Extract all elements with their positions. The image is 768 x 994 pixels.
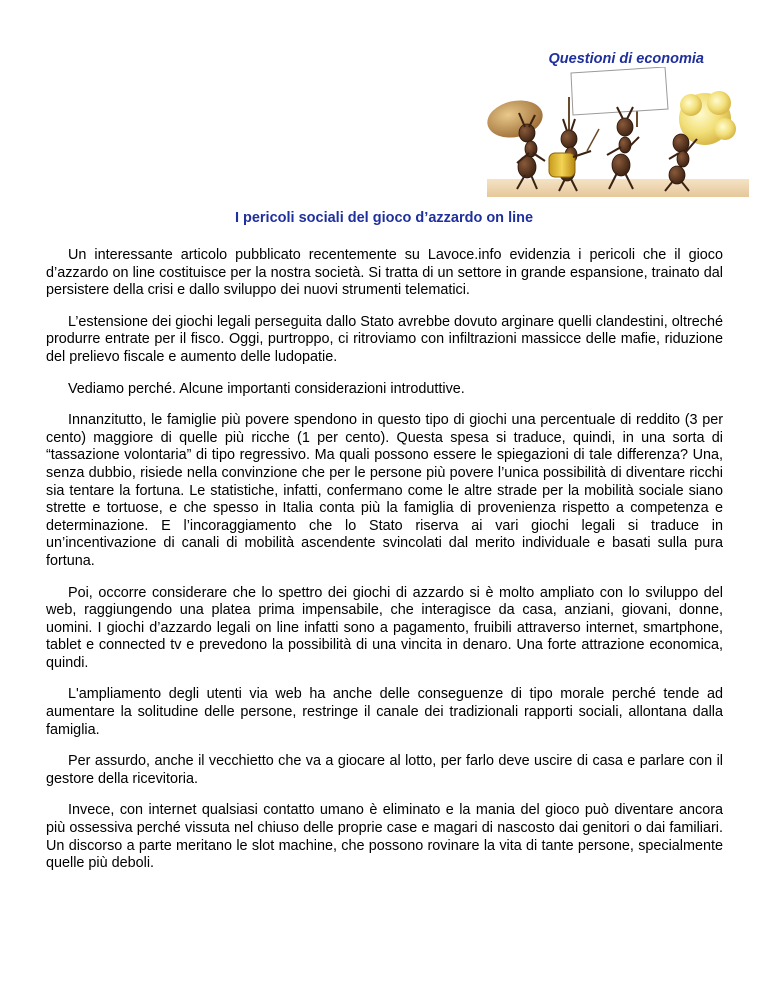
paragraph: L’estensione dei giochi legali perseguita dallo Stato avrebbe dovuto arginare quelli clandestini, oltreché produrre entrate per il fisco. Oggi, purtroppo, ci ritroviamo con infiltrazioni massicce delle mafie, riduzione del prelievo fiscale e aumento delle ludopatie. xyxy=(46,313,723,365)
section-label: Questioni di economia xyxy=(548,51,704,67)
paragraph: L'ampliamento degli utenti via web ha anche delle conseguenze di tipo morale perché tende ad aumentare la solitudine delle persone, restringe il canale dei tradizionali rapporti sociali, allontana dalla famiglia. xyxy=(46,686,723,738)
article-title: I pericoli sociali del gioco d’azzardo on line xyxy=(234,210,534,226)
paragraph: Innanzitutto, le famiglie più povere spendono in questo tipo di giochi una percentuale di reddito (3 per cento) maggiore di quelle più ricche (1 per cento). Questa spesa si traduce, quindi, in una sorta di “tassazione volontaria” di tipo regressivo. Ma quali possono essere le spiegazioni di tale differenza? Una, senza dubbio, risiede nella convinzione che per le persone più povere l’unica possibilità di diventare ricchi sia tentare la fortuna. Le statistiche, infatti, confermano come le altre strade per la mobilità sociale siano strette e tortuose, e che spesso in Italia conta più la famiglia di provenienza rispetto a competenza e determinazione. E l’incoraggiamento che lo Stato riserva ai vari giochi legali si traduce in un’incentivazione di canali di mobilità ascendente svincolati dal merito individuale e basati sulla pura fortuna. xyxy=(46,412,723,569)
paragraph: Vediamo perché. Alcune importanti considerazioni introduttive. xyxy=(68,380,465,397)
paragraph: Un interessante articolo pubblicato recentemente su Lavoce.info evidenzia i pericoli che il gioco d’azzardo on line costituisce per la nostra società. Si tratta di un settore in grande espansione, trainato dal persistere della crisi e dallo sviluppo dei nuovi strumenti telematici. xyxy=(46,247,723,299)
article-body xyxy=(46,247,723,887)
paragraph: Per assurdo, anche il vecchietto che va a giocare al lotto, per farlo deve uscire di casa e parlare con il gestore della ricevitoria. xyxy=(46,753,723,787)
ants-carrying-food-and-banner-illustration xyxy=(487,67,749,197)
paragraph: Poi, occorre considerare che lo spettro dei giochi di azzardo si è molto ampliato con lo sviluppo del web, raggiungendo una platea prima impensabile, che interagisce da casa, anziani, giovani, donne, uomini. I giochi d’azzardo legali on line infatti sono a pagamento, fruibili attraverso internet, smartphone, tablet e connected tv e prevedono la possibilità di una vincita in denaro. Una forte attrazione economica, quindi. xyxy=(46,584,723,671)
paragraph: Invece, con internet qualsiasi contatto umano è eliminato e la mania del gioco può diventare ancora più ossessiva perché vissuta nel chiuso delle proprie case e magari di nascosto dai genitori o dai familiari. Un discorso a parte meritano le slot machine, che possono rovinare la vita di tante persone, specialmente quelle più deboli. xyxy=(46,802,723,872)
